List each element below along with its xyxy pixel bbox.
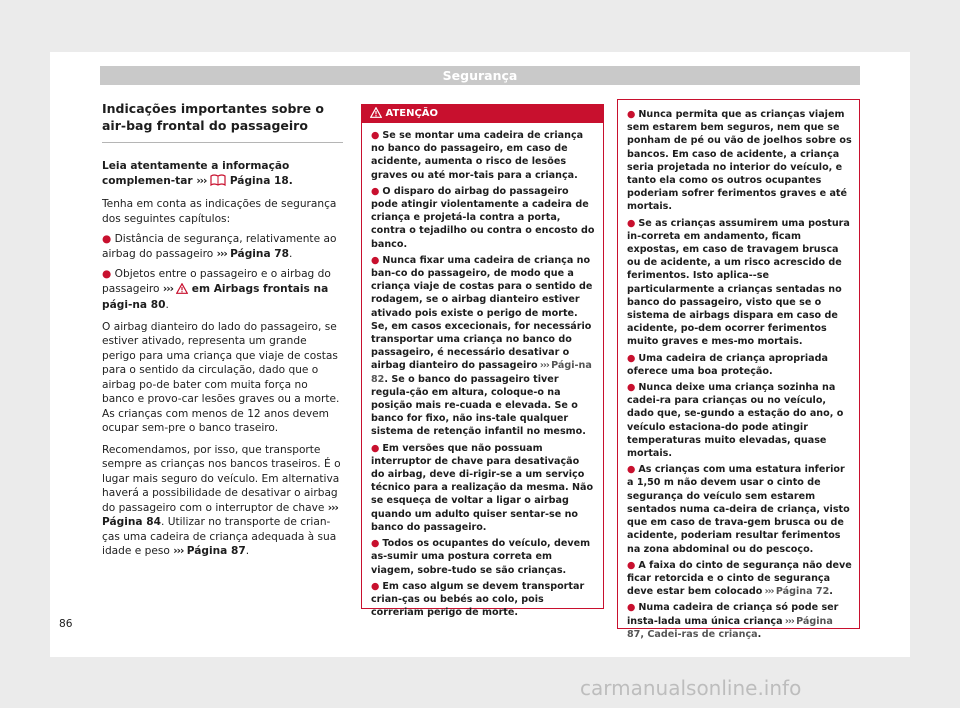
intro-paragraph: Leia atentamente a informação complemen-tar ››› Página 18. <box>102 159 343 190</box>
left-column <box>102 100 343 559</box>
warning-item-text: O disparo do airbag do passageiro pode atingir violentamente a cadeira de criança e projetá-la contra a porta, contra o tejadilho ou contra o encosto do banco. <box>371 185 595 250</box>
warning-item-text: Em caso algum se devem transportar crian-ças ou bebés ao colo, pois correriam perigo de morte. <box>371 580 585 619</box>
page-reference-link[interactable]: Pági-na 82 <box>371 360 592 385</box>
para-recommendation-mid: . Utilizar no transporte de crian-ças uma cadeira de criança adequada à sua idade e peso <box>102 516 337 557</box>
warning-item-text: As crianças com uma estatura inferior a 1,50 m não devem usar o cinto de segurança do veículo sem estarem sentados numa ca-deira de criança, visto que em caso de trava-gem brusca ou de acidente, poderiam resultar ferimentos na zona abdominal ou do pescoço. <box>627 464 850 555</box>
warning-icon <box>176 283 188 299</box>
bullet-dot: ● <box>371 580 380 592</box>
reference-arrows: ››› <box>762 586 776 598</box>
bullet-distance-text: Distância de segurança, relativamente ao airbag do passageiro <box>102 233 337 260</box>
reference-arrows: ››› <box>173 545 184 557</box>
warning-item-text: Se se montar uma cadeira de criança no banco do passageiro, em caso de acidente, aumenta o risco de lesões graves ou até mor-tais para a criança. <box>371 130 584 181</box>
page-78-link[interactable]: Página 78 <box>230 247 290 260</box>
bullet-dot: ● <box>627 559 636 571</box>
section-title: Indicações importantes sobre o air-bag frontal do passageiro <box>102 100 343 143</box>
warning-item-text: A faixa do cinto de segurança não deve ficar retorcida e o cinto de segurança deve estar bem colocado <box>627 559 852 598</box>
bullet-dot: ● <box>627 109 636 120</box>
reference-arrows: ››› <box>537 360 552 372</box>
warning-triangle-icon <box>370 107 382 125</box>
warning-item-text-after: . <box>757 628 762 640</box>
book-icon <box>210 174 226 191</box>
reference-arrows: ››› <box>162 282 174 295</box>
page-reference-link[interactable]: Página 72 <box>775 586 830 598</box>
warning-item-text: Todos os ocupantes do veículo, devem as-sumir uma postura correta em viagem, sobre-tudo se são crianças. <box>371 538 591 576</box>
bullet-dot: ● <box>371 254 380 266</box>
warning-list <box>362 123 603 619</box>
warning-item <box>371 254 596 439</box>
manual-page <box>50 52 910 657</box>
bullet-dot: ● <box>627 602 636 614</box>
para-airbag-danger: O airbag dianteiro do lado do passageiro, se estiver ativado, representa um grande perigo para uma criança que viaje de costas para o sentido da circulação, dado que o airbag po-de bater com muita força no banco e provo-car lesões graves ou a morte. As crianças com menos de 12 anos devem ocupar sem-pre o banco traseiro. <box>102 320 340 434</box>
bullet-dot: ● <box>627 382 636 394</box>
warning-item <box>627 217 852 349</box>
warning-item-text: Numa cadeira de criança só pode ser insta-lada uma única criança <box>627 602 839 627</box>
reference-arrows: ››› <box>216 247 227 260</box>
reference-arrows: ››› <box>196 174 207 187</box>
bullet-dot: ● <box>371 442 380 454</box>
bullet-dot: ● <box>102 268 112 280</box>
bullet-dot: ● <box>371 538 380 550</box>
reference-arrows: ››› <box>327 501 338 514</box>
bullet-dot: ● <box>371 130 380 141</box>
page-reference-link[interactable]: Página 87, Cadei-ras de criança <box>627 615 833 640</box>
bullet-objects-text: Objetos entre o passageiro e o airbag do passageiro <box>102 268 331 295</box>
warning-item-text-after: . Se o banco do passageiro tiver regula-ção em altura, coloque-o na posição mais re-cuada e elevada. Se o banco for fixo, não ins-tale qualquer sistema de retenção infantil no mesmo. <box>371 373 586 438</box>
warning-item <box>627 108 852 214</box>
warning-item <box>371 442 596 534</box>
chapter-title: Segurança <box>442 68 518 83</box>
para-recommendation: Recomendamos, por isso, que transporte sempre as crianças nos bancos traseiros. É o lugar mais seguro do veículo. Em alternativa haverá a possibilidade de desativar o airbag do passageiro com o interruptor de chave ››› Página 84. Utilizar no transporte de crian-ças uma cadeira de criança adequada à sua idade e peso ››› Página 87. <box>102 443 341 557</box>
warning-item <box>371 537 596 577</box>
warning-item <box>371 129 596 182</box>
reference-arrows: ››› <box>782 615 797 627</box>
page-84-link[interactable]: Página 84 <box>102 516 161 528</box>
bullet-objects: ● Objetos entre o passageiro e o airbag do passageiro ››› em Airbags frontais na pági-na 80. <box>102 268 331 311</box>
bullet-dot: ● <box>627 352 636 364</box>
warning-box <box>361 104 604 619</box>
warning-item <box>627 559 852 599</box>
chapter-header <box>100 66 860 85</box>
warning-item <box>627 381 852 460</box>
warning-item-text-after: . <box>829 586 833 598</box>
warning-box-continued <box>617 99 860 640</box>
bullet-dot: ● <box>627 217 636 229</box>
warning-item <box>627 352 852 378</box>
page-87-link[interactable]: Página 87 <box>186 545 246 557</box>
page-number: 86 <box>59 618 73 630</box>
warning-label: ATENÇÃO <box>385 108 439 119</box>
warning-item <box>627 601 852 641</box>
warning-header <box>362 105 603 123</box>
warning-item <box>371 580 596 620</box>
warning-item <box>627 463 852 555</box>
watermark: carmanualsonline.info <box>580 676 802 700</box>
airbags-frontais-link[interactable]: em Airbags frontais na pági-na 80 <box>102 282 329 311</box>
warning-item-text: Uma cadeira de criança apropriada oferece uma boa proteção. <box>627 352 828 377</box>
intro-text: Leia atentamente a informação complemen-tar <box>102 160 290 187</box>
intro-page-link[interactable]: Página 18 <box>229 174 289 187</box>
bullet-dot: ● <box>102 233 112 245</box>
warning-list-continued <box>618 100 859 641</box>
para-chapters: Tenha em conta as indicações de segurança dos seguintes capítulos: <box>102 198 337 225</box>
warning-item-text: Nunca deixe uma criança sozinha na cadei-ra para crianças ou no veículo, dado que, se-gundo a estação do ano, o veículo estaciona-do pode atingir temperaturas muito elevadas, quase mortais. <box>627 382 844 460</box>
warning-item-text: Se as crianças assumirem uma postura in-correta em andamento, ficam expostas, em caso de travagem brusca ou de acidente, a um risco acrescido de ferimentos. Isto aplica--se particularmente a crianças sentadas no banco do passageiro, visto que se o sistema de airbags dispara em caso de acidente, po-dem ocorrer ferimentos muito graves e mes-mo mortais. <box>627 217 850 348</box>
para-recommendation-text: Recomendamos, por isso, que transporte sempre as crianças nos bancos traseiros. É o lugar mais seguro do veículo. Em alternativa haverá a possibilidade de desativar o airbag do passageiro com o interruptor de chave <box>102 443 341 514</box>
bullet-distance: ● Distância de segurança, relativamente ao airbag do passageiro ››› Página 78. <box>102 233 337 260</box>
warning-item-text: Em versões que não possuam interruptor de chave para desativação do airbag, deve di-rigir-se a um serviço técnico para a realização da mesma. Não se esqueça de voltar a ligar o airbag quando um adulto quiser sentar-se no banco do passageiro. <box>371 442 594 533</box>
warning-item-text: Nunca permita que as crianças viajem sem estarem bem seguros, nem que se ponham de pé ou vão de joelhos sobre os bancos. Em caso de acidente, a criança seria projetada no interior do veículo, e tanto ela como os outros ocupantes poderiam sofrer ferimentos graves e até mortais. <box>627 109 852 213</box>
bullet-dot: ● <box>627 464 636 476</box>
warning-item <box>371 185 596 251</box>
warning-item-text: Nunca fixar uma cadeira de criança no ban-co do passageiro, de modo que a criança viaje de costas para o sentido de rodagem, se o airbag dianteiro estiver ativado pois existe o perigo de morte. Se, em casos excecionais, for necessário transportar uma criança no banco do passageiro, é necessário desativar o airbag dianteiro do passageiro <box>371 254 593 372</box>
bullet-dot: ● <box>371 185 380 197</box>
